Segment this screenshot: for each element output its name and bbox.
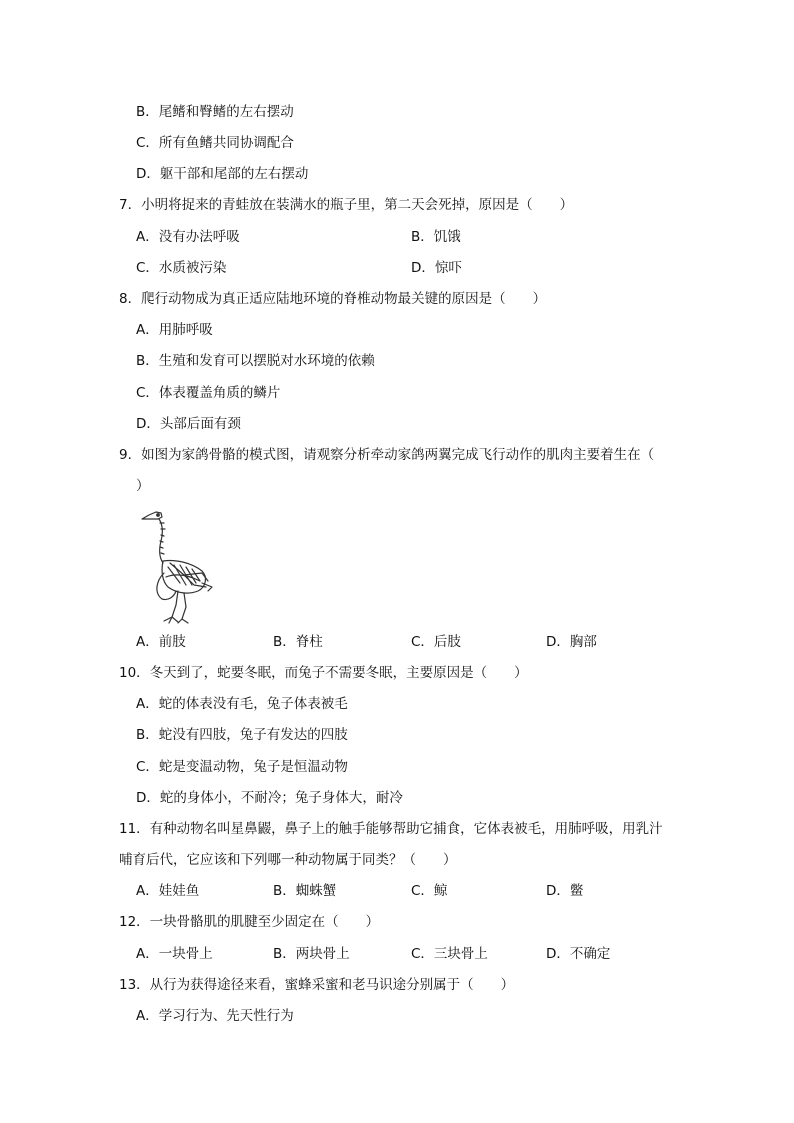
pigeon-skeleton-figure xyxy=(136,503,216,625)
q12-option-b: B．两块骨上 xyxy=(273,946,350,962)
q9-option-d: D．胸部 xyxy=(546,634,597,650)
q6-option-c: C．所有鱼鳍共同协调配合 xyxy=(136,135,294,151)
q6-option-d: D．躯干部和尾部的左右摆动 xyxy=(136,166,309,182)
q9-stem-line1: 9．如图为家鸽骨骼的模式图，请观察分析牵动家鸽两翼完成飞行动作的肌肉主要着生在（ xyxy=(119,447,655,463)
q11-option-d: D．鳖 xyxy=(546,883,584,899)
q9-option-a: A．前肢 xyxy=(136,634,186,650)
q8-stem: 8．爬行动物成为真正适应陆地环境的脊椎动物最关键的原因是（ ） xyxy=(119,291,547,307)
q12-stem: 12．一块骨骼肌的肌腱至少固定在（ ） xyxy=(119,914,380,930)
q10-option-b: B．蛇没有四肢，兔子有发达的四肢 xyxy=(136,727,348,743)
q12-option-c: C．三块骨上 xyxy=(411,946,488,962)
q7-stem: 7．小明将捉来的青蛙放在装满水的瓶子里，第二天会死掉，原因是（ ） xyxy=(119,197,574,213)
q10-stem: 10．冬天到了，蛇要冬眠，而兔子不需要冬眠，主要原因是（ ） xyxy=(119,665,528,681)
q6-option-b: B．尾鳍和臀鳍的左右摆动 xyxy=(136,104,294,120)
q9-stem-line2: ） xyxy=(136,478,150,494)
q8-option-c: C．体表覆盖角质的鳞片 xyxy=(136,385,281,401)
q13-stem: 13．从行为获得途径来看，蜜蜂采蜜和老马识途分别属于（ ） xyxy=(119,977,515,993)
q11-option-c: C．鲸 xyxy=(411,883,448,899)
q9-option-c: C．后肢 xyxy=(411,634,461,650)
q10-option-a: A．蛇的体表没有毛，兔子体表被毛 xyxy=(136,696,348,712)
q7-option-b: B．饥饿 xyxy=(411,229,461,245)
q8-option-a: A．用肺呼吸 xyxy=(136,322,213,338)
q9-option-b: B．脊柱 xyxy=(273,634,323,650)
q8-option-b: B．生殖和发育可以摆脱对水环境的依赖 xyxy=(136,353,375,369)
q8-option-d: D．头部后面有颈 xyxy=(136,416,241,432)
q13-option-a: A．学习行为、先天性行为 xyxy=(136,1008,294,1024)
q10-option-d: D．蛇的身体小，不耐冷；兔子身体大，耐冷 xyxy=(136,790,403,806)
q11-stem-line2: 哺育后代，它应该和下列哪一种动物属于同类？（ ） xyxy=(119,852,457,868)
q11-option-a: A．娃娃鱼 xyxy=(136,883,200,899)
q11-option-b: B．蜘蛛蟹 xyxy=(273,883,337,899)
q7-option-a: A．没有办法呼吸 xyxy=(136,229,240,245)
q11-stem-line1: 11．有种动物名叫星鼻鼹，鼻子上的触手能够帮助它捕食，它体表被毛，用肺呼吸，用乳汁 xyxy=(119,821,663,837)
q10-option-c: C．蛇是变温动物，兔子是恒温动物 xyxy=(136,759,348,775)
q7-option-d: D．惊吓 xyxy=(411,260,462,276)
q12-option-d: D．不确定 xyxy=(546,946,611,962)
q12-option-a: A．一块骨上 xyxy=(136,946,213,962)
q7-option-c: C．水质被污染 xyxy=(136,260,227,276)
